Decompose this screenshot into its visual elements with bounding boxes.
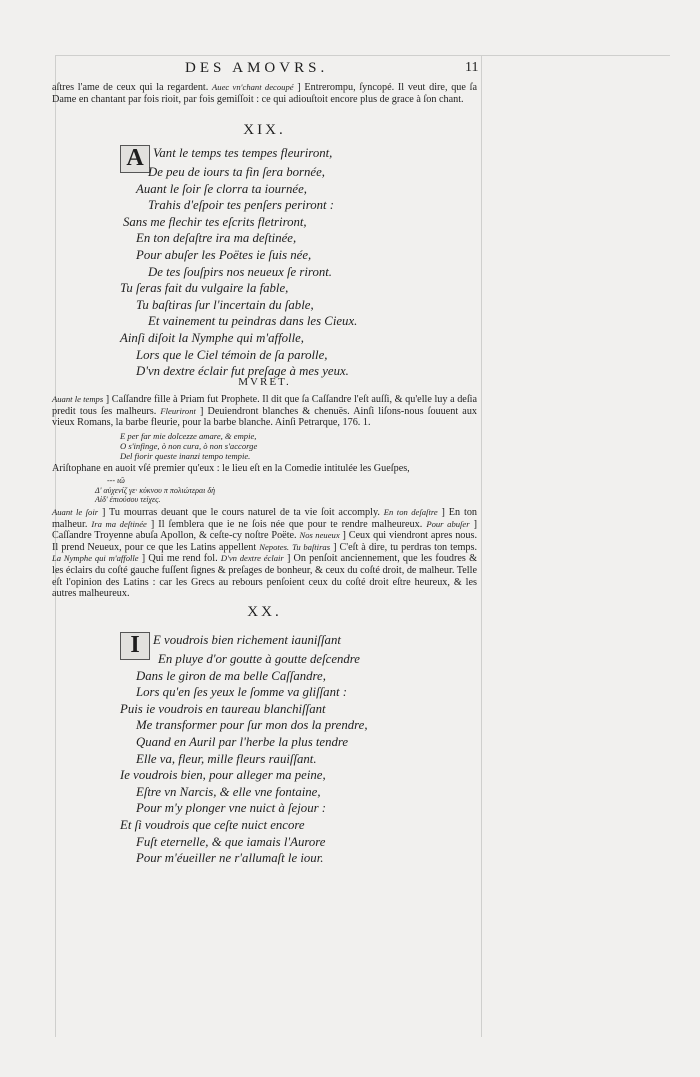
petrarch-quotation	[120, 431, 257, 461]
poem-line: En ton deſaſtre ira ma deſtinée,	[136, 231, 297, 246]
poem-line: Quand en Auril par l'herbe la plus tendre	[136, 734, 349, 749]
lemma: Auant le ſoir	[52, 507, 99, 517]
gloss: ] Caſſandre fille à Priam fut Prophete. Il dit que ſa Caſſandre l'eſt auſſi, & qu'elle luy a deſia predit tous ſes malheurs.	[52, 394, 478, 417]
page-number: 11	[465, 60, 479, 75]
commentary-heading: MVRET.	[238, 376, 291, 388]
poem-line: Lors qu'en ſes yeux le ſomme va gliſſant :	[136, 685, 347, 700]
quote-line: Δ' αὐχενίζ γε· κύκνου π πολιώτεραι δὴ	[95, 485, 216, 495]
quote-line: --- ιῶ	[107, 476, 125, 485]
running-title: DES AMOVRS.	[185, 60, 329, 76]
gloss: ] Caſſandre Troyenne abuſa Apollon, & ceſte-cy noſtre Poëte.	[52, 518, 478, 542]
poem-line: Fuſt eternelle, & que iamais l'Aurore	[136, 834, 326, 849]
commentary-block-2	[52, 507, 477, 600]
lemma: En ton deſaſtre	[383, 507, 438, 517]
poem-line: Pour m'éueiller ne r'allumaſt le iour.	[136, 851, 324, 866]
poem-line: Pour abuſer les Poëtes ie ſuis née,	[136, 247, 312, 262]
gloss: ] On penſoit anciennement, que les foudres & les éclairs du coſté gauche fuſſent ſignes & preſages de bonheur, & ceux du coſté droit, de malheur. Telle eſt l'opinion des Latins : car les Grecs au rebours penſoient ceux du coſté droit eſtre heureux, & les autres malheureux.	[52, 553, 477, 600]
dropcap-initial: I	[120, 632, 150, 660]
gloss: ] C'eſt à dire, tu perdras ton temps.	[333, 541, 478, 553]
poem-line: Et vainement tu peindras dans les Cieux.	[148, 314, 358, 329]
latin-term: Nepotes.	[259, 541, 290, 552]
lemma: Auant le temps	[52, 394, 104, 404]
sonnet-xix	[118, 145, 478, 380]
sonnet-number: XX.	[247, 604, 282, 620]
commentary-block-1	[52, 394, 477, 429]
poem-line: Et ſi voudrois que ceſte nuict encore	[120, 817, 305, 832]
poem-line: Pour m'y plonger vne nuict à ſejour :	[136, 801, 327, 816]
poem-line: De peu de iours ta fin ſera bornée,	[148, 165, 325, 179]
poem-line: Elle va, fleur, mille fleurs rauiſſant.	[136, 751, 317, 766]
lemma: Fleuriront	[160, 405, 196, 416]
quote-line: O s'infinge, ò non cura, ò non s'accorge	[120, 441, 258, 451]
lemma: Pour abuſer	[426, 518, 470, 529]
gloss: ] Il ſemblera que ie ne ſois née que pour te rendre malheureux.	[150, 518, 423, 530]
poem-line: Puis ie voudrois en taureau blanchiſſant	[120, 701, 326, 716]
greek-quotation	[95, 476, 215, 505]
carryover-commentary	[52, 82, 477, 105]
carryover-gloss: ] Entrerompu, ſyncopé. Il veut dire, que ſa Dame en chantant par fois rioit, par fois gemiſſoit : ce qui adiouſtoit encore plus de grace à ſon chant.	[52, 82, 478, 105]
poem-line: Lors que le Ciel témoin de ſa parolle,	[136, 347, 328, 362]
poem-line: Sans me flechir tes eſcrits fletriront,	[123, 214, 307, 229]
carryover-text: aſtres l'ame de ceux qui la regardent.	[52, 82, 209, 93]
page-rule-top	[55, 55, 670, 56]
carryover-lemma: Auec vn'chant decoupé	[212, 82, 294, 92]
poem-line: Eſtre vn Narcis, & elle vne fontaine,	[136, 784, 321, 799]
lemma: Nos neueux	[299, 530, 340, 541]
page-rule-right	[481, 55, 482, 1037]
gloss: ] Ceux qui viendront apres nous. Il prend Neueux, pour ce que les Latins appellent	[52, 530, 478, 553]
poem-line: Dans le giron de ma belle Caſſandre,	[136, 668, 326, 683]
poem-line: Auant le ſoir ſe clorra ta iournée,	[136, 181, 307, 196]
lemma: D'vn dextre éclair	[220, 553, 284, 564]
poem-line: De tes ſouſpirs nos neueux ſe riront.	[148, 264, 332, 279]
gloss: ] Qui me rend fol.	[141, 553, 218, 565]
lemma: La Nymphe qui m'affolle	[52, 553, 139, 564]
poem-line: Tu ſeras fait du vulgaire la fable,	[120, 281, 289, 296]
gloss: ] En ton malheur.	[52, 507, 478, 530]
quote-line: Αἱδ' ἐπιούσου τείχες.	[95, 495, 161, 505]
aristophanes-note: Ariſtophane en auoit vſé premier qu'eux : le lieu eſt en la Comedie intitulée les Gueſpes,	[52, 463, 410, 474]
quote-line: Del fiorir queste inanzi tempo tempie.	[120, 451, 251, 461]
poem-line-text: Vant le temps tes tempes fleuriront,	[153, 146, 333, 160]
poem-line-text: E voudrois bien richement iauniſſant	[153, 633, 341, 647]
poem-line: En pluye d'or goutte à goutte deſcendre	[158, 652, 360, 666]
poem-line: Ie voudrois bien, pour alleger ma peine,	[120, 768, 326, 783]
sonnet-xx	[118, 632, 478, 867]
sonnet-number: XIX.	[243, 122, 286, 138]
gloss: ] Tu mourras deuant que le cours naturel de ta vie ſoit accomply.	[101, 507, 380, 518]
gloss: ] Deuiendront blanches & chenuës. Ainſi liſons-nous ſouuent aux vieux Romans, la barbe fleurie, pour la barbe blanche. Ainſi Petrarque, 176. 1.	[52, 405, 478, 429]
poem-line: Me transformer pour ſur mon dos la prendre,	[136, 718, 368, 733]
poem-line: Ainſi diſoit la Nymphe qui m'affolle,	[120, 330, 305, 345]
quote-line: E per far mie dolcezze amare, & empie,	[120, 431, 257, 441]
lemma: Tu baſtiras	[292, 541, 331, 552]
poem-line: Trahis d'eſpoir tes penſers periront :	[148, 198, 335, 213]
lemma: Ira ma deſtinée	[91, 518, 147, 529]
poem-line: D'vn dextre éclair fut preſage à mes yeux.	[136, 364, 349, 379]
dropcap-initial: A	[120, 145, 150, 173]
poem-line: Tu baſtiras ſur l'incertain du ſable,	[136, 297, 314, 312]
